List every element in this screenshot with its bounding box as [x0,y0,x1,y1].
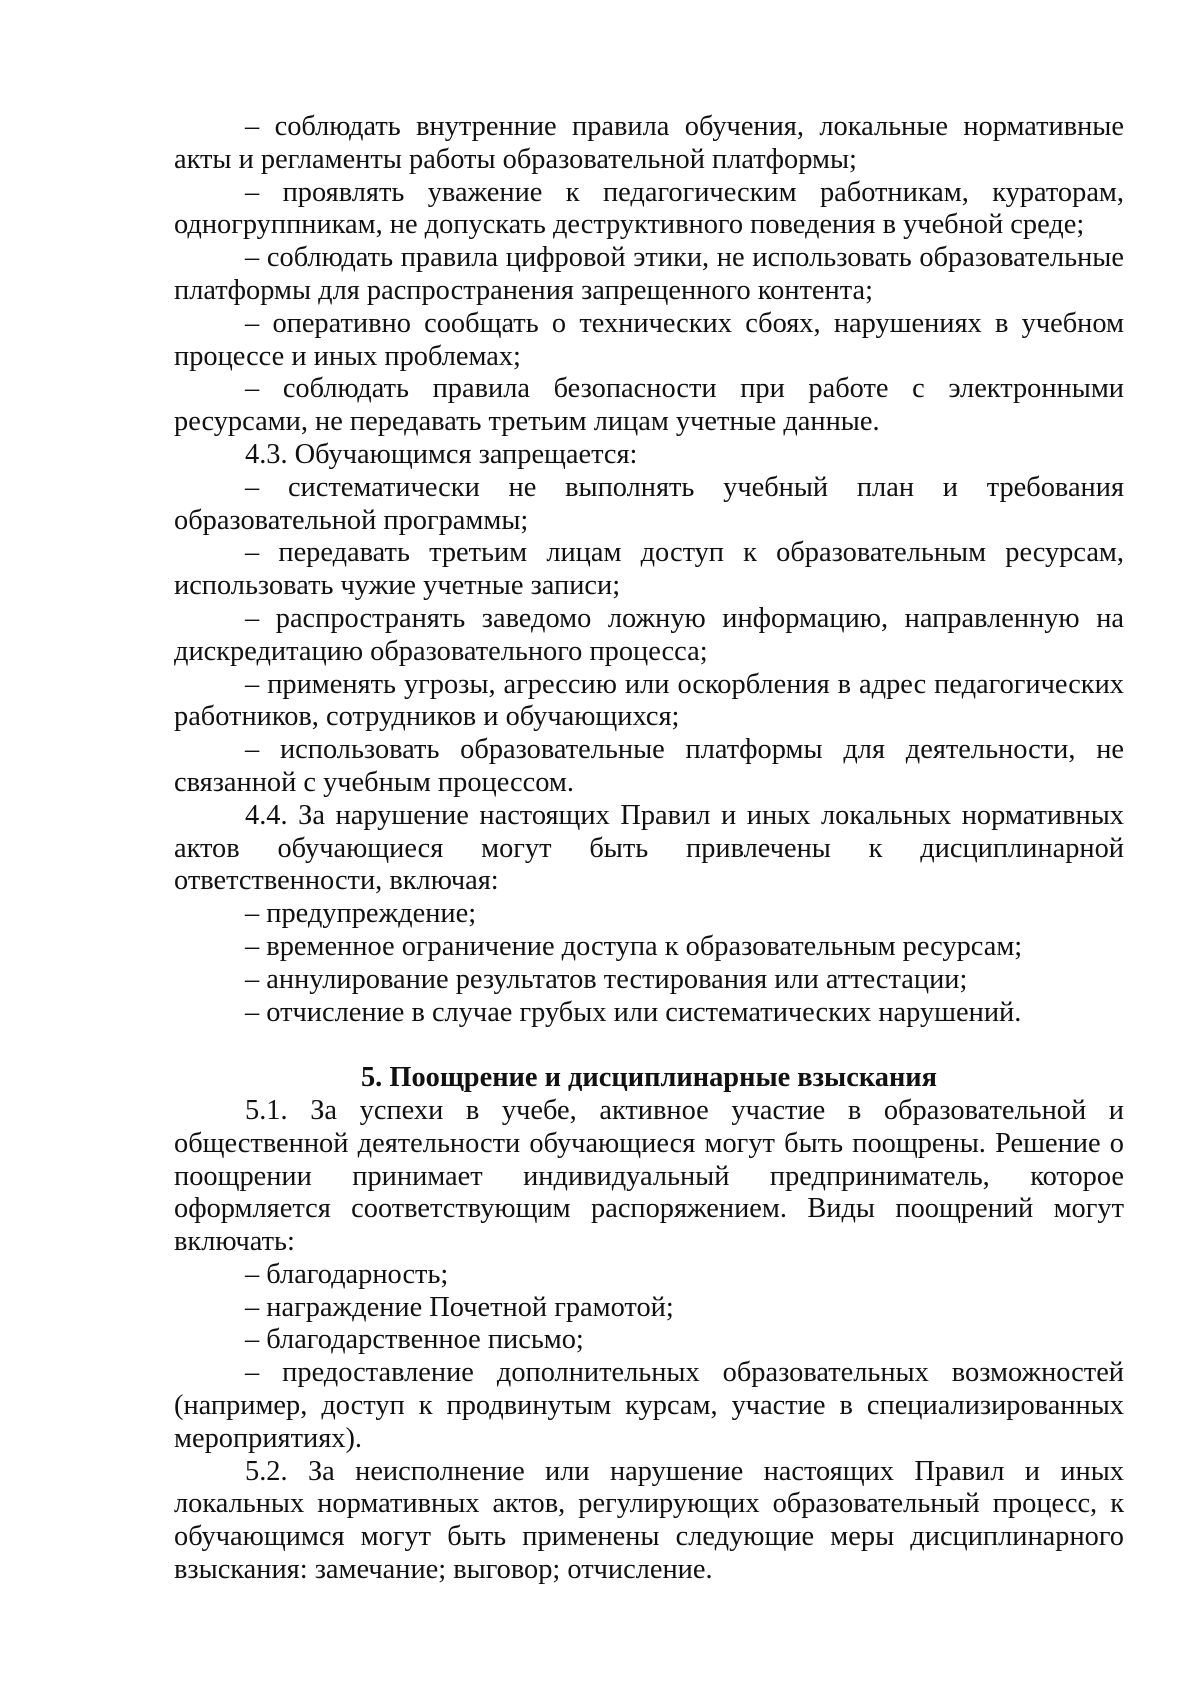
list-item: – аннулирование результатов тестирования или аттестации; [245,963,968,995]
list-item: – передавать третьим лицам доступ к образовательным ресурсам, использовать чужие учетные записи; [174,537,1124,602]
clause-4-4: 4.4. За нарушение настоящих Правил и иных локальных нормативных актов обучающиеся могут быть привлечены к дисциплинарной ответственности, включая: [174,799,1124,897]
list-item: – благодарственное письмо; [245,1324,584,1356]
clause-4-3: 4.3. Обучающимся запрещается: [245,438,638,470]
section-5-title: 5. Поощрение и дисциплинарные взыскания [360,1062,938,1094]
list-item: – предупреждение; [245,898,477,930]
list-item: – соблюдать внутренние правила обучения, локальные нормативные акты и регламенты работы образовательной платформы; [174,111,1124,175]
list-item: – использовать образовательные платформы для деятельности, не связанной с учебным процессом. [174,734,1124,798]
clause-5-1: 5.1. За успехи в учебе, активное участие в образовательной и общественной деятельности обучающиеся могут быть поощрены. Решение о поощрении принимает индивидуальный предприниматель, которое оформляется соответствующим распоряжением. Виды поощрений могут включать: [174,1094,1124,1258]
list-item: – распространять заведомо ложную информацию, направленную на дискредитацию образовательного процесса; [174,602,1124,667]
list-item: – систематически не выполнять учебный план и требования образовательной программы; [174,471,1124,536]
list-item: – благодарность; [245,1258,449,1290]
list-item: – временное ограничение доступа к образовательным ресурсам; [245,930,1023,962]
document-page [174,111,1124,1587]
list-item: – отчисление в случае грубых или систематических нарушений. [245,996,1022,1028]
list-item: – проявлять уважение к педагогическим работникам, кураторам, одногруппникам, не допускать деструктивного поведения в учебной среде; [174,176,1124,241]
list-item: – соблюдать правила безопасности при работе с электронными ресурсами, не передавать третьим лицам учетные данные. [174,373,1124,438]
list-item: – соблюдать правила цифровой этики, не использовать образовательные платформы для распространения запрещенного контента; [174,242,1124,306]
list-item: – предоставление дополнительных образовательных возможностей (например, доступ к продвинутым курсам, участие в специализированных мероприятиях). [174,1357,1124,1454]
clause-5-2: 5.2. За неисполнение или нарушение настоящих Правил и иных локальных нормативных актов, регулирующих образовательный процесс, к обучающимся могут быть применены следующие меры дисциплинарного взыскания: замечание; выговор; отчисление. [174,1455,1124,1586]
list-item: – оперативно сообщать о технических сбоях, нарушениях в учебном процессе и иных проблемах; [174,307,1124,372]
list-item: – применять угрозы, агрессию или оскорбления в адрес педагогических работников, сотрудников и обучающихся; [174,668,1124,733]
list-item: – награждение Почетной грамотой; [245,1291,674,1323]
